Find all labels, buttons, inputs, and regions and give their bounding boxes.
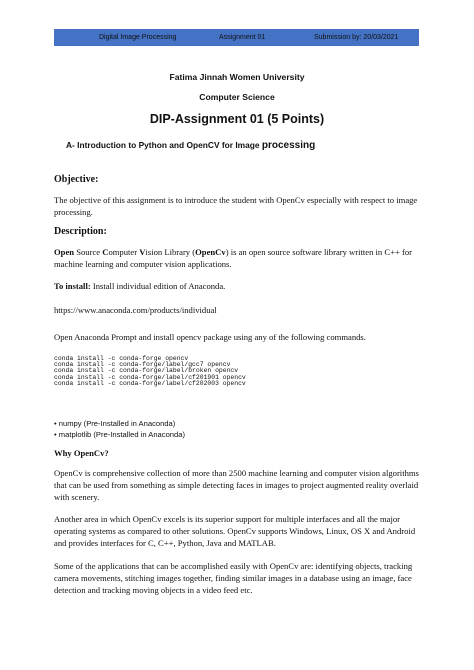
package-list	[54, 418, 185, 440]
why-opencv-p3: Some of the applications that can be accomplished easily with OpenCv are: identifying objects, tracking camera movements, stitching images together, finding similar images in a database using an image, face detection and tracking moving objects in a video feed etc.	[54, 561, 413, 595]
command-line: conda install -c conda-forge/label/cf202003 opencv	[54, 379, 246, 387]
why-opencv-p2: Another area in which OpenCv excels is its superior support for multiple interfaces and all the major operating systems as compared to other solutions. OpenCv supports Windows, Linux, OS X and Android and provides interfaces for C, C++, Python, Java and MATLAB.	[54, 514, 416, 548]
header-submission: Submission by: 20/03/2021	[314, 34, 399, 41]
why-opencv-p1: OpenCv is comprehensive collection of more than 2500 machine learning and computer vision algorithms that can be used from something as simple detecting faces in images to project augmented reality overlaid with scenery.	[54, 468, 419, 502]
install-instructions: Open Anaconda Prompt and install opencv package using any of the following commands.	[54, 332, 366, 342]
install-label: To install:	[54, 281, 91, 291]
description-heading: Description:	[54, 226, 107, 237]
bold-opencv: OpenCv	[195, 247, 226, 257]
command-line: conda install -c conda-forge/label/broken opencv	[54, 367, 239, 375]
bold-open: Open	[54, 247, 75, 257]
text-source: Source	[74, 247, 103, 257]
command-line: conda install -c conda-forge/label/gcc7 opencv	[54, 361, 231, 369]
install-line	[54, 280, 424, 292]
bullet-icon: •	[54, 430, 59, 439]
objective-text: The objective of this assignment is to introduce the student with OpenCv especially with respect to image processing.	[54, 195, 418, 217]
department-name: Computer Science	[199, 92, 275, 102]
header-band	[54, 29, 419, 46]
anaconda-url: https://www.anaconda.com/products/individual	[54, 305, 217, 315]
text-ision: ision Library (	[145, 247, 196, 257]
command-line: conda install -c conda-forge opencv	[54, 355, 189, 362]
list-item	[54, 418, 185, 429]
command-block	[54, 356, 246, 387]
install-text: Install individual edition of Anaconda.	[90, 281, 226, 291]
assignment-title: DIP-Assignment 01 (5 Points)	[149, 112, 325, 126]
subtitle-prefix: A- Introduction to Python and OpenCV for Image	[66, 140, 262, 150]
objective-heading: Objective:	[54, 174, 99, 185]
command-line: conda install -c conda-forge/label/cf201901 opencv	[54, 373, 246, 381]
list-item	[54, 429, 185, 440]
bullet-text: matplotlib (Pre-Installed in Anaconda)	[58, 430, 185, 439]
header-assignment: Assignment 01	[219, 34, 266, 41]
text-rest: ) is an open source software library written in C++ for machine learning and computer vision applications.	[54, 247, 412, 269]
bullet-icon: •	[54, 419, 59, 428]
text-omputer: omputer	[108, 247, 140, 257]
university-name: Fatima Jinnah Women University	[169, 72, 305, 82]
header-course: Digital Image Processing	[99, 34, 177, 41]
bold-c: C	[102, 247, 109, 257]
bullet-text: numpy (Pre-Installed in Anaconda)	[58, 419, 176, 428]
bold-v: V	[139, 247, 146, 257]
assignment-subtitle	[66, 140, 315, 151]
description-paragraph	[54, 246, 424, 270]
subtitle-suffix: processing	[261, 140, 316, 151]
why-opencv-heading: Why OpenCv?	[54, 448, 109, 458]
